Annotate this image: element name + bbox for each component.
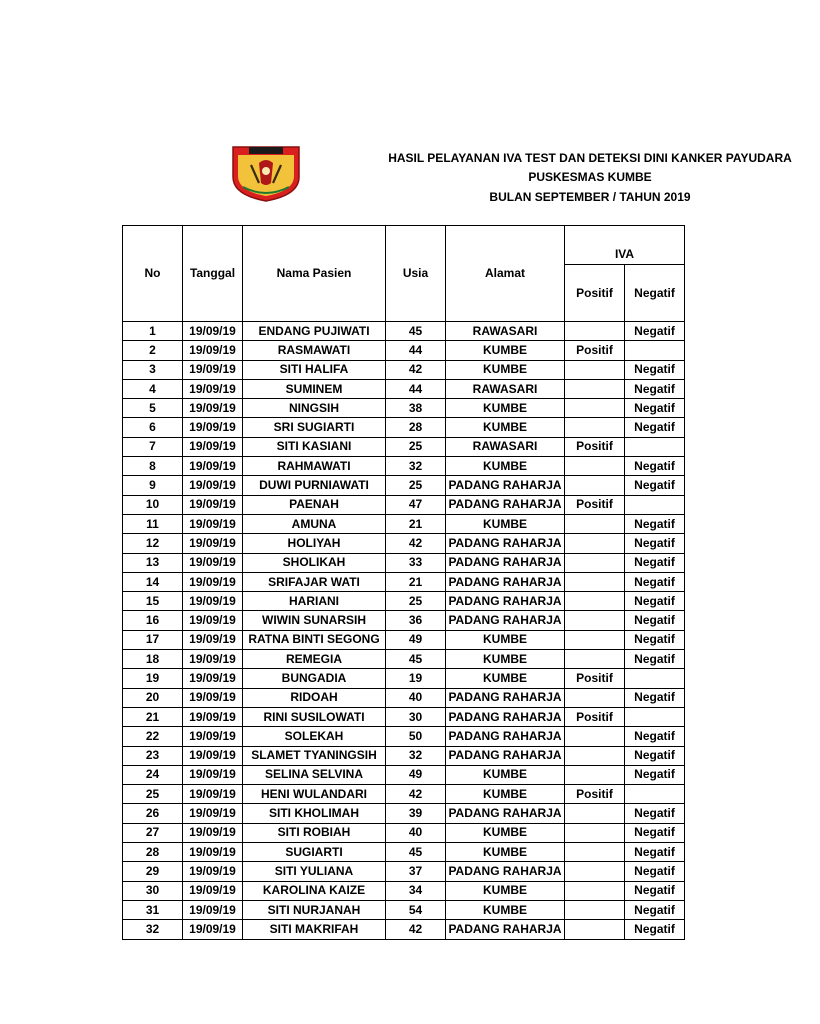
cell-age: 54 (386, 900, 446, 919)
table-row (123, 399, 685, 418)
cell-negative (625, 707, 685, 726)
cell-negative: Negatif (625, 688, 685, 707)
cell-positive (565, 920, 625, 939)
cell-address: PADANG RAHARJA (446, 611, 565, 630)
cell-negative: Negatif (625, 572, 685, 591)
cell-age: 32 (386, 746, 446, 765)
cell-negative: Negatif (625, 360, 685, 379)
cell-name: WIWIN SUNARSIH (243, 611, 386, 630)
cell-negative: Negatif (625, 843, 685, 862)
cell-negative (625, 341, 685, 360)
cell-no: 23 (123, 746, 183, 765)
cell-no: 13 (123, 553, 183, 572)
cell-age: 37 (386, 862, 446, 881)
cell-name: SITI MAKRIFAH (243, 920, 386, 939)
cell-negative (625, 437, 685, 456)
cell-date: 19/09/19 (183, 534, 243, 553)
cell-negative: Negatif (625, 823, 685, 842)
cell-positive (565, 746, 625, 765)
cell-address: KUMBE (446, 765, 565, 784)
report-title: HASIL PELAYANAN IVA TEST DAN DETEKSI DINI KANKER PAYUDARA (388, 151, 792, 165)
cell-negative: Negatif (625, 418, 685, 437)
table-row (123, 688, 685, 707)
cell-no: 1 (123, 322, 183, 341)
cell-name: HARIANI (243, 592, 386, 611)
cell-no: 8 (123, 457, 183, 476)
cell-address: PADANG RAHARJA (446, 804, 565, 823)
cell-address: PADANG RAHARJA (446, 572, 565, 591)
cell-no: 19 (123, 669, 183, 688)
cell-date: 19/09/19 (183, 360, 243, 379)
cell-negative: Negatif (625, 765, 685, 784)
cell-address: PADANG RAHARJA (446, 476, 565, 495)
cell-no: 3 (123, 360, 183, 379)
cell-name: SRI SUGIARTI (243, 418, 386, 437)
table-row (123, 823, 685, 842)
cell-positive: Positif (565, 437, 625, 456)
cell-address: PADANG RAHARJA (446, 862, 565, 881)
cell-date: 19/09/19 (183, 881, 243, 900)
table-row (123, 746, 685, 765)
table-row (123, 341, 685, 360)
cell-positive (565, 765, 625, 784)
cell-age: 21 (386, 572, 446, 591)
cell-negative: Negatif (625, 881, 685, 900)
cell-name: SOLEKAH (243, 727, 386, 746)
column-header-date: Tanggal (183, 226, 243, 322)
cell-no: 6 (123, 418, 183, 437)
cell-date: 19/09/19 (183, 592, 243, 611)
cell-date: 19/09/19 (183, 630, 243, 649)
table-row (123, 843, 685, 862)
cell-name: HENI WULANDARI (243, 785, 386, 804)
cell-age: 28 (386, 418, 446, 437)
table-row (123, 418, 685, 437)
cell-name: HOLIYAH (243, 534, 386, 553)
cell-age: 21 (386, 514, 446, 533)
patient-results-table (122, 225, 685, 940)
column-header-positive: Positif (565, 265, 625, 322)
cell-no: 5 (123, 399, 183, 418)
cell-address: KUMBE (446, 399, 565, 418)
cell-name: ENDANG PUJIWATI (243, 322, 386, 341)
cell-positive (565, 360, 625, 379)
cell-name: SITI HALIFA (243, 360, 386, 379)
cell-address: PADANG RAHARJA (446, 707, 565, 726)
cell-date: 19/09/19 (183, 669, 243, 688)
cell-positive: Positif (565, 341, 625, 360)
cell-positive (565, 650, 625, 669)
cell-name: SUMINEM (243, 379, 386, 398)
cell-address: KUMBE (446, 630, 565, 649)
cell-address: KUMBE (446, 669, 565, 688)
cell-negative: Negatif (625, 650, 685, 669)
cell-positive (565, 862, 625, 881)
cell-negative: Negatif (625, 592, 685, 611)
cell-date: 19/09/19 (183, 707, 243, 726)
cell-negative: Negatif (625, 804, 685, 823)
cell-date: 19/09/19 (183, 823, 243, 842)
cell-positive (565, 592, 625, 611)
table-row (123, 592, 685, 611)
cell-date: 19/09/19 (183, 611, 243, 630)
cell-name: RATNA BINTI SEGONG (243, 630, 386, 649)
cell-no: 4 (123, 379, 183, 398)
cell-name: SITI NURJANAH (243, 900, 386, 919)
cell-negative: Negatif (625, 534, 685, 553)
cell-no: 2 (123, 341, 183, 360)
cell-no: 32 (123, 920, 183, 939)
cell-address: PADANG RAHARJA (446, 592, 565, 611)
cell-no: 30 (123, 881, 183, 900)
table-row (123, 630, 685, 649)
cell-date: 19/09/19 (183, 379, 243, 398)
cell-negative: Negatif (625, 457, 685, 476)
table-row (123, 707, 685, 726)
cell-age: 49 (386, 630, 446, 649)
cell-negative: Negatif (625, 379, 685, 398)
cell-no: 31 (123, 900, 183, 919)
cell-no: 9 (123, 476, 183, 495)
cell-name: AMUNA (243, 514, 386, 533)
cell-age: 30 (386, 707, 446, 726)
column-header-negative: Negatif (625, 265, 685, 322)
cell-positive (565, 322, 625, 341)
cell-positive (565, 804, 625, 823)
cell-address: KUMBE (446, 514, 565, 533)
table-row (123, 611, 685, 630)
table-row (123, 900, 685, 919)
cell-address: KUMBE (446, 650, 565, 669)
cell-positive (565, 399, 625, 418)
cell-age: 42 (386, 920, 446, 939)
cell-age: 32 (386, 457, 446, 476)
cell-date: 19/09/19 (183, 804, 243, 823)
cell-date: 19/09/19 (183, 322, 243, 341)
cell-positive (565, 572, 625, 591)
table-row (123, 437, 685, 456)
cell-positive (565, 553, 625, 572)
cell-age: 38 (386, 399, 446, 418)
cell-date: 19/09/19 (183, 746, 243, 765)
cell-no: 20 (123, 688, 183, 707)
cell-address: PADANG RAHARJA (446, 727, 565, 746)
cell-name: REMEGIA (243, 650, 386, 669)
cell-date: 19/09/19 (183, 785, 243, 804)
table-row (123, 476, 685, 495)
table-row (123, 322, 685, 341)
cell-address: KUMBE (446, 881, 565, 900)
cell-age: 25 (386, 592, 446, 611)
cell-address: RAWASARI (446, 322, 565, 341)
cell-age: 45 (386, 322, 446, 341)
cell-date: 19/09/19 (183, 418, 243, 437)
table-row (123, 804, 685, 823)
cell-negative: Negatif (625, 476, 685, 495)
table-row (123, 765, 685, 784)
cell-date: 19/09/19 (183, 650, 243, 669)
cell-date: 19/09/19 (183, 399, 243, 418)
table-row (123, 650, 685, 669)
cell-positive (565, 881, 625, 900)
cell-date: 19/09/19 (183, 920, 243, 939)
cell-no: 28 (123, 843, 183, 862)
cell-positive: Positif (565, 495, 625, 514)
cell-no: 14 (123, 572, 183, 591)
cell-date: 19/09/19 (183, 862, 243, 881)
cell-age: 40 (386, 823, 446, 842)
cell-age: 34 (386, 881, 446, 900)
cell-negative: Negatif (625, 727, 685, 746)
cell-positive: Positif (565, 707, 625, 726)
cell-name: RAHMAWATI (243, 457, 386, 476)
table-row (123, 514, 685, 533)
cell-address: KUMBE (446, 785, 565, 804)
cell-name: SITI KASIANI (243, 437, 386, 456)
cell-age: 40 (386, 688, 446, 707)
cell-no: 25 (123, 785, 183, 804)
table-row (123, 727, 685, 746)
cell-age: 33 (386, 553, 446, 572)
cell-age: 44 (386, 379, 446, 398)
cell-no: 12 (123, 534, 183, 553)
cell-negative: Negatif (625, 399, 685, 418)
cell-positive (565, 534, 625, 553)
table-row (123, 379, 685, 398)
cell-address: RAWASARI (446, 379, 565, 398)
cell-address: KUMBE (446, 418, 565, 437)
cell-address: PADANG RAHARJA (446, 534, 565, 553)
cell-date: 19/09/19 (183, 495, 243, 514)
cell-date: 19/09/19 (183, 341, 243, 360)
cell-negative: Negatif (625, 322, 685, 341)
cell-no: 16 (123, 611, 183, 630)
cell-address: KUMBE (446, 360, 565, 379)
cell-age: 36 (386, 611, 446, 630)
cell-address: PADANG RAHARJA (446, 746, 565, 765)
cell-age: 44 (386, 341, 446, 360)
cell-date: 19/09/19 (183, 553, 243, 572)
cell-age: 42 (386, 360, 446, 379)
cell-positive (565, 514, 625, 533)
cell-name: PAENAH (243, 495, 386, 514)
cell-address: KUMBE (446, 823, 565, 842)
cell-positive (565, 457, 625, 476)
cell-age: 45 (386, 843, 446, 862)
cell-age: 39 (386, 804, 446, 823)
table-row (123, 881, 685, 900)
cell-no: 11 (123, 514, 183, 533)
column-header-age: Usia (386, 226, 446, 322)
cell-negative: Negatif (625, 611, 685, 630)
cell-date: 19/09/19 (183, 843, 243, 862)
cell-positive: Positif (565, 785, 625, 804)
cell-negative: Negatif (625, 862, 685, 881)
cell-negative: Negatif (625, 630, 685, 649)
cell-positive (565, 611, 625, 630)
cell-address: RAWASARI (446, 437, 565, 456)
column-header-iva: IVA (565, 244, 685, 265)
cell-date: 19/09/19 (183, 476, 243, 495)
cell-name: SITI YULIANA (243, 862, 386, 881)
cell-no: 22 (123, 727, 183, 746)
cell-date: 19/09/19 (183, 765, 243, 784)
cell-age: 49 (386, 765, 446, 784)
table-row (123, 785, 685, 804)
table-row (123, 534, 685, 553)
cell-name: KAROLINA KAIZE (243, 881, 386, 900)
cell-no: 29 (123, 862, 183, 881)
cell-date: 19/09/19 (183, 900, 243, 919)
cell-no: 26 (123, 804, 183, 823)
cell-address: PADANG RAHARJA (446, 553, 565, 572)
table-row (123, 862, 685, 881)
cell-date: 19/09/19 (183, 727, 243, 746)
report-period: BULAN SEPTEMBER / TAHUN 2019 (489, 190, 691, 204)
cell-date: 19/09/19 (183, 437, 243, 456)
table-row (123, 669, 685, 688)
cell-negative (625, 785, 685, 804)
cell-age: 19 (386, 669, 446, 688)
cell-name: SELINA SELVINA (243, 765, 386, 784)
column-header-name: Nama Pasien (243, 226, 386, 322)
column-header-no: No (123, 226, 183, 322)
cell-address: KUMBE (446, 900, 565, 919)
cell-negative: Negatif (625, 900, 685, 919)
cell-name: NINGSIH (243, 399, 386, 418)
cell-address: KUMBE (446, 341, 565, 360)
table-row (123, 360, 685, 379)
cell-name: SHOLIKAH (243, 553, 386, 572)
cell-name: RIDOAH (243, 688, 386, 707)
cell-no: 15 (123, 592, 183, 611)
cell-positive (565, 823, 625, 842)
cell-positive (565, 688, 625, 707)
table-row (123, 457, 685, 476)
cell-negative: Negatif (625, 553, 685, 572)
cell-negative: Negatif (625, 514, 685, 533)
cell-positive (565, 418, 625, 437)
cell-name: SLAMET TYANINGSIH (243, 746, 386, 765)
cell-address: KUMBE (446, 843, 565, 862)
cell-age: 50 (386, 727, 446, 746)
cell-age: 25 (386, 476, 446, 495)
cell-address: KUMBE (446, 457, 565, 476)
cell-age: 47 (386, 495, 446, 514)
cell-positive (565, 727, 625, 746)
cell-date: 19/09/19 (183, 572, 243, 591)
cell-date: 19/09/19 (183, 688, 243, 707)
cell-positive (565, 900, 625, 919)
column-header-address: Alamat (446, 226, 565, 322)
cell-no: 21 (123, 707, 183, 726)
cell-positive (565, 379, 625, 398)
facility-name: PUSKESMAS KUMBE (528, 170, 652, 184)
cell-positive (565, 843, 625, 862)
cell-negative: Negatif (625, 920, 685, 939)
cell-date: 19/09/19 (183, 457, 243, 476)
cell-no: 17 (123, 630, 183, 649)
cell-name: SITI KHOLIMAH (243, 804, 386, 823)
cell-positive (565, 476, 625, 495)
table-row (123, 572, 685, 591)
merauke-emblem-logo (229, 143, 303, 203)
cell-name: BUNGADIA (243, 669, 386, 688)
cell-date: 19/09/19 (183, 514, 243, 533)
cell-negative: Negatif (625, 746, 685, 765)
cell-name: DUWI PURNIAWATI (243, 476, 386, 495)
cell-no: 24 (123, 765, 183, 784)
cell-name: SRIFAJAR WATI (243, 572, 386, 591)
cell-name: SUGIARTI (243, 843, 386, 862)
cell-name: RINI SUSILOWATI (243, 707, 386, 726)
column-group-spacer (565, 226, 685, 245)
cell-age: 45 (386, 650, 446, 669)
cell-negative (625, 669, 685, 688)
cell-name: RASMAWATI (243, 341, 386, 360)
cell-no: 10 (123, 495, 183, 514)
table-row (123, 553, 685, 572)
cell-age: 25 (386, 437, 446, 456)
cell-positive (565, 630, 625, 649)
cell-no: 27 (123, 823, 183, 842)
cell-address: PADANG RAHARJA (446, 920, 565, 939)
cell-age: 42 (386, 534, 446, 553)
cell-no: 18 (123, 650, 183, 669)
cell-name: SITI ROBIAH (243, 823, 386, 842)
cell-age: 42 (386, 785, 446, 804)
cell-address: PADANG RAHARJA (446, 495, 565, 514)
table-row (123, 920, 685, 939)
cell-positive: Positif (565, 669, 625, 688)
cell-negative (625, 495, 685, 514)
cell-address: PADANG RAHARJA (446, 688, 565, 707)
cell-no: 7 (123, 437, 183, 456)
table-row (123, 495, 685, 514)
